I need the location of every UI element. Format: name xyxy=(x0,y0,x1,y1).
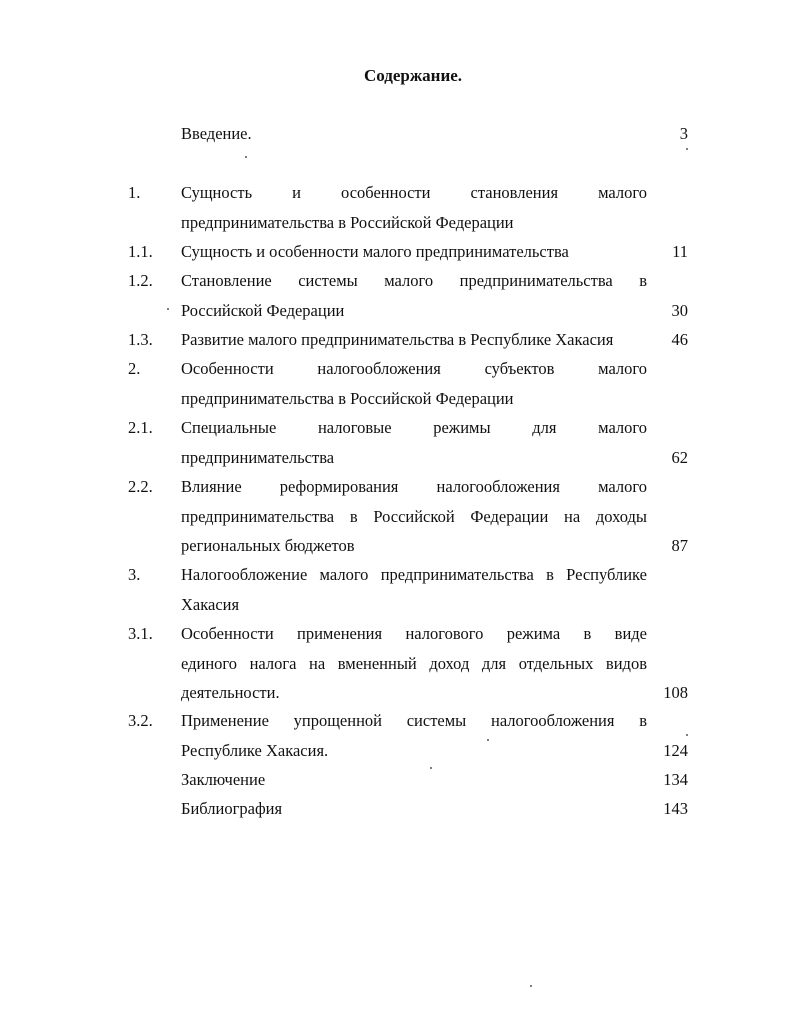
toc-section-number: 1.1. xyxy=(128,242,153,261)
toc-entry-text: Влияние реформирования налогообложения малого xyxy=(181,477,647,496)
scan-speck xyxy=(530,985,532,987)
toc-entry-text: предпринимательства xyxy=(181,448,335,467)
toc-entry-text: Налогообложение малого предпринимательства в Республике xyxy=(181,565,647,584)
toc-section-number: 3.1. xyxy=(128,624,153,643)
toc-page-number: 62 xyxy=(671,448,688,467)
toc-entry-text: Развитие малого предпринимательства в Республике Хакасия xyxy=(181,330,614,349)
page-title: Содержание. xyxy=(363,66,463,85)
toc-entry-text: Сущность и особенности малого предпринимательства xyxy=(181,242,569,261)
toc-page-number: 3 xyxy=(679,124,688,143)
toc-entry-text: Республике Хакасия. xyxy=(181,741,329,760)
toc-section-number: 3.2. xyxy=(128,711,153,730)
toc-page-number: 87 xyxy=(671,536,688,555)
toc-entry-text: Библиография xyxy=(181,799,283,818)
toc-entry-text: предпринимательства в Российской Федерации на доходы xyxy=(181,507,647,526)
toc-entry-text: Применение упрощенной системы налогообложения в xyxy=(181,711,647,730)
toc-entry-text: Становление системы малого предпринимательства в xyxy=(181,271,647,290)
toc-entry-text: Особенности налогообложения субъектов малого xyxy=(181,359,647,378)
toc-entry-text: предпринимательства в Российской Федерации xyxy=(181,389,514,408)
toc-entry-text: единого налога на вмененный доход для отдельных видов xyxy=(181,654,647,673)
toc-entry-text: региональных бюджетов xyxy=(181,536,355,555)
toc-entry-text: Заключение xyxy=(181,770,266,789)
toc-entry-text: Хакасия xyxy=(181,595,240,614)
toc-entry-text: Российской Федерации xyxy=(181,301,345,320)
toc-entry-text: Сущность и особенности становления малого xyxy=(181,183,647,202)
scan-speck xyxy=(245,156,247,158)
toc-page-number: 30 xyxy=(671,301,688,320)
toc-section-number: 2.1. xyxy=(128,418,153,437)
toc-page-number: 124 xyxy=(663,741,688,760)
scan-speck xyxy=(167,308,169,310)
toc-entry-text: деятельности. xyxy=(181,683,280,702)
toc-section-number: 3. xyxy=(128,565,141,584)
toc-entry-text: Особенности применения налогового режима в виде xyxy=(181,624,647,643)
toc-section-number: 2.2. xyxy=(128,477,153,496)
toc-section-number: 2. xyxy=(128,359,141,378)
toc-entry-text: Специальные налоговые режимы для малого xyxy=(181,418,647,437)
toc-page-number: 143 xyxy=(663,799,688,818)
toc-section-number: 1.2. xyxy=(128,271,153,290)
scan-speck xyxy=(686,734,688,736)
toc-section-number: 1. xyxy=(128,183,141,202)
scan-speck xyxy=(686,148,688,150)
toc-page-number: 46 xyxy=(671,330,688,349)
toc-section-number: 1.3. xyxy=(128,330,153,349)
toc-entry-text: Введение. xyxy=(181,124,252,143)
toc-page-number: 134 xyxy=(663,770,688,789)
toc-page-number: 11 xyxy=(672,242,688,261)
scan-speck xyxy=(430,767,432,769)
scan-speck xyxy=(487,739,489,741)
toc-page-number: 108 xyxy=(663,683,688,702)
toc-entry-text: предпринимательства в Российской Федерации xyxy=(181,213,514,232)
